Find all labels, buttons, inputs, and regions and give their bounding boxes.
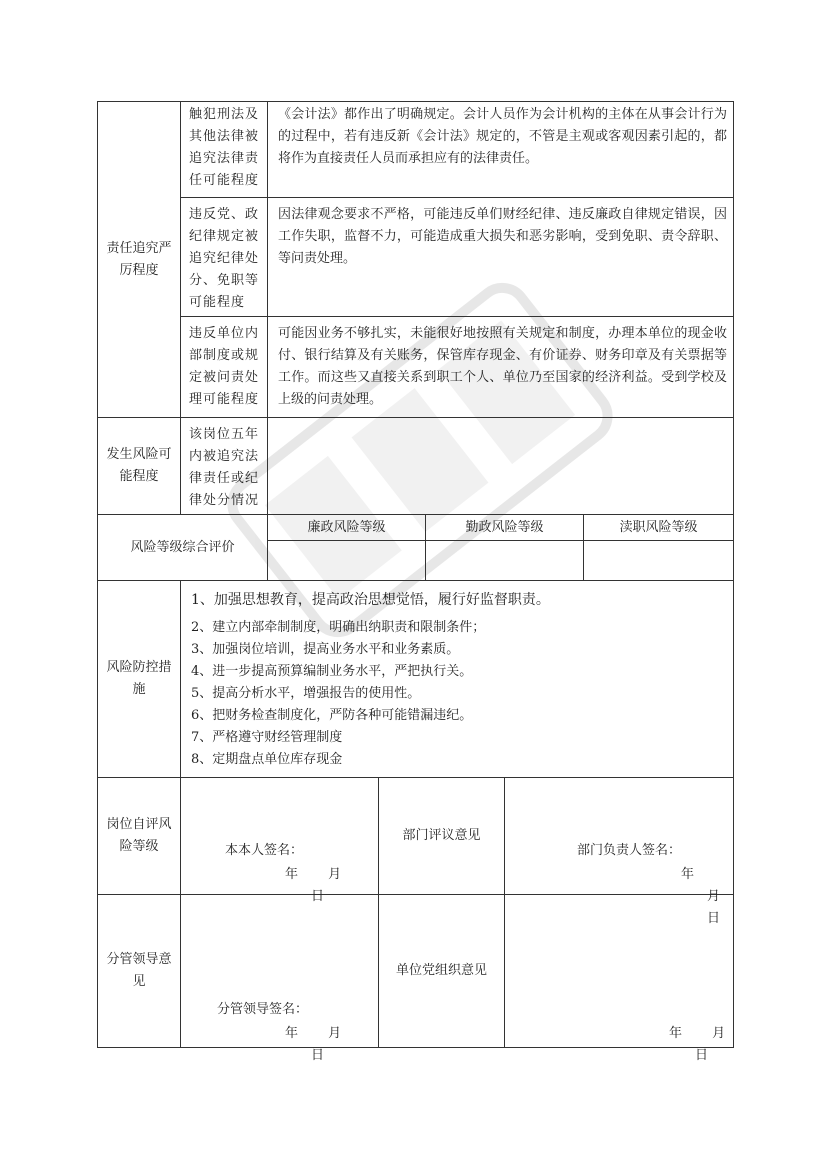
table-row [98,102,734,198]
measures-label: 风险防控措施 [106,660,172,697]
item-label: 该岗位五年内被追究法律责任或纪律处分情况 [189,427,260,508]
leader-label: 分管领导意见 [106,952,172,989]
year-label: 年 [681,867,695,882]
rating-header-diligence [426,515,584,541]
list-item: 1、加强思想教育，提高政治思想觉悟，履行好监督职责。 [191,592,550,608]
party-label: 单位党组织意见 [395,963,487,978]
measures-label-cell [98,581,181,778]
self-eval-label-cell [98,778,181,895]
item-cell [181,418,268,515]
description-cell [268,317,734,418]
category-label: 发生风险可能程度 [106,447,172,484]
rating-header-dereliction [584,515,734,541]
year-label: 年 [285,867,299,882]
item-cell [181,317,268,418]
list-item: 7、严格遵守财经管理制度 [191,730,343,745]
rating-value-integrity[interactable] [268,541,426,581]
table-row [98,317,734,418]
date-line [669,1023,733,1067]
day-label: 日 [311,1048,325,1063]
item-label: 违反单位内部制度或规定被问责处理可能程度 [189,326,260,407]
day-label: 日 [695,1048,709,1063]
rating-value-diligence[interactable] [426,541,584,581]
category-responsibility [98,102,181,418]
measures-list [181,581,734,778]
year-label: 年 [285,1026,299,1041]
self-eval-signature-area[interactable] [181,778,379,904]
rating-value-dereliction[interactable] [584,541,734,581]
dept-label: 部门评议意见 [402,828,481,843]
list-item: 5、提高分析水平，增强报告的使用性。 [191,686,421,701]
leader-signature-area[interactable] [181,895,379,1063]
risk-assessment-form [97,101,734,1063]
party-label-cell [379,895,505,1048]
rating-header-integrity [268,515,426,541]
day-label: 日 [311,889,325,904]
table-row [98,418,734,515]
list-item: 6、把财务检查制度化，严防各种可能错漏违纪。 [191,708,473,723]
category-label: 责任追究严厉程度 [106,240,172,278]
month-label: 月 [712,1026,726,1041]
table-row [98,895,734,1048]
dept-signature-area[interactable] [505,778,734,926]
description-text: 《会计法》都作出了明确规定。会计人员作为会计机构的主体在从事会计行为的过程中，若有违反新《会计法》规定的，不管是主观或客观因素引起的，都将作为直接责任人员而承担应有的法律责任。 [278,107,727,166]
month-label: 月 [328,1026,342,1041]
table-row [98,198,734,317]
year-label: 年 [669,1026,683,1041]
party-signature-area[interactable] [505,895,734,1063]
date-line [285,1023,378,1067]
list-item: 8、定期盘点单位库存现金 [191,752,343,767]
list-item: 4、进一步提高预算编制业务水平，严把执行关。 [191,664,473,679]
item-cell [181,102,268,198]
rating-label: 风险等级综合评价 [130,539,235,555]
header-label: 渎职风险等级 [619,520,698,535]
list-item: 3、加强岗位培训，提高业务水平和业务素质。 [191,642,460,657]
item-label: 违反党、政纪律规定被追究纪律处分、免职等可能程度 [189,207,260,310]
description-text: 可能因业务不够扎实，未能很好地按照有关规定和制度，办理本单位的现金收付、银行结算及有关账务，保管库存现金、有价证券、财务印章及有关票据等工作。而这些又直接关系到职工个人、单位乃至国家的经济利益。受到学校及上级的问责处理。 [278,326,727,407]
list-item: 2、建立内部牵制制度，明确出纳职责和限制条件； [191,620,486,635]
month-label: 月 [328,867,342,882]
description-cell [268,198,734,317]
table-row [98,515,734,541]
item-cell [181,198,268,317]
item-label: 触犯刑法及其他法律被追究法律责任可能程度 [189,107,260,188]
occurrence-details-field[interactable] [268,418,734,515]
header-label: 廉政风险等级 [307,520,386,535]
month-label: 月 [707,889,721,904]
category-occurrence [98,418,181,515]
description-cell [268,102,734,198]
leader-label-cell [98,895,181,1048]
day-label: 日 [707,911,721,926]
dept-label-cell [379,778,505,895]
table-row [98,778,734,895]
header-label: 勤政风险等级 [465,520,544,535]
table-row [98,581,734,778]
description-text: 因法律观念要求不严格，可能违反单们财经纪律、违反廉政自律规定错误，因工作失职，监督不力，可能造成重大损失和恶劣影响，受到免职、责令辞职、等问责处理。 [278,207,727,266]
rating-label-cell [98,515,268,581]
signature-label: 本本人签名： [225,843,304,858]
signature-label: 分管领导签名： [217,1002,309,1017]
self-eval-label: 岗位自评风险等级 [106,817,172,854]
signature-label: 部门负责人签名： [577,843,682,858]
